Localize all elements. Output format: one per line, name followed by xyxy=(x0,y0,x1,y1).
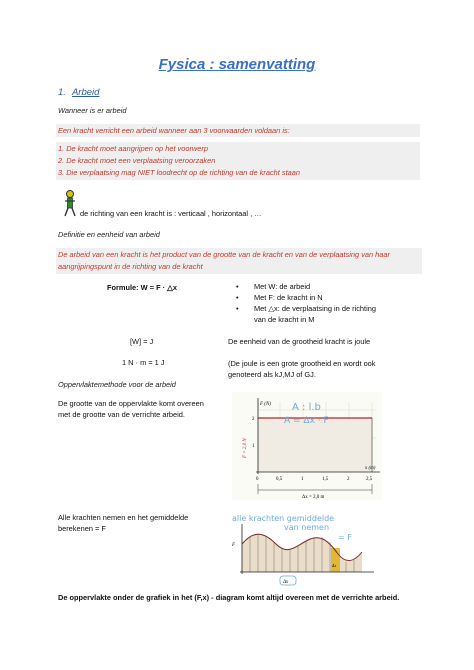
graph1-ytick: 2 xyxy=(252,417,255,422)
graph1-xtick: 0,5 xyxy=(276,477,283,482)
unit-equation: [W] = J xyxy=(130,337,154,346)
graph1-delta-label: Δx = 2,0 m xyxy=(302,495,325,500)
force-distance-graph-constant xyxy=(232,392,382,500)
joule-note xyxy=(228,358,376,380)
formula: Formule: W = F · △x xyxy=(107,283,177,292)
average-line: berekenen = F xyxy=(58,524,106,533)
surface-line: De grootte van de oppervlakte komt overeen xyxy=(58,399,204,408)
section-number: 1. xyxy=(58,87,66,98)
legend-item: • Met △x: de verplaatsing in de richting xyxy=(232,304,442,314)
page-title: Fysica : samenvatting xyxy=(158,56,316,73)
joule-note-line: genoteerd als kJ,MJ of GJ. xyxy=(228,370,316,379)
intro-text: Een kracht verricht een arbeid wanneer aan 3 voorwaarden voldaan is: xyxy=(56,124,420,137)
graph1-ytick: 1 xyxy=(252,444,255,449)
section-label: Arbeid xyxy=(71,87,100,98)
graph2-annotation: = F xyxy=(338,533,352,542)
graph1-xtick: 1,5 xyxy=(322,477,329,482)
legend-continuation: van de kracht in M xyxy=(254,315,315,324)
graph2-annotation: alle krachten gemiddelde xyxy=(232,514,335,523)
definition-line: aangrijpingspunt in de richting van de kracht xyxy=(58,262,203,271)
subheading-wanneer: Wanneer is er arbeid xyxy=(58,106,127,115)
average-line: Alle krachten nemen en het gemiddelde xyxy=(58,513,189,522)
graph2-strip-label: Δx xyxy=(332,563,337,568)
graph1-xlabel: x (m) xyxy=(365,466,376,471)
graph1-xtick: 2,5 xyxy=(366,477,373,482)
subheading-oppervlakte: Oppervlaktemethode voor de arbeid xyxy=(58,380,176,389)
force-distance-graph-variable xyxy=(228,510,378,588)
graph2-delta-label: Δx xyxy=(283,580,289,585)
average-text xyxy=(58,512,188,534)
legend-item: • Met W: de arbeid xyxy=(232,282,442,292)
formula-legend xyxy=(232,282,442,315)
highlighted-strip xyxy=(331,548,340,572)
direction-note: de richting van een kracht is : verticaal , horizontaal , … xyxy=(80,209,262,218)
subheading-definitie: Definitie en eenheid van arbeid xyxy=(58,230,160,239)
condition-item: 2. De kracht moet een verplaatsing veroorzaken xyxy=(58,156,216,165)
definition-line: De arbeid van een kracht is het product van de grootte van de kracht en van de verplaatsing van haar xyxy=(58,250,390,259)
graph1-ylabel: F (N) xyxy=(260,402,271,407)
graph1-xtick: 2 xyxy=(347,477,350,482)
graph1-annotation: A = Δx · F xyxy=(284,416,329,426)
conditions-list xyxy=(56,142,420,180)
definition-block xyxy=(56,248,422,274)
joule-note-line: (De joule is een grote grootheid en wordt ook xyxy=(228,359,376,368)
person-icon xyxy=(62,190,78,218)
legend-item: • Met F: de kracht in N xyxy=(232,293,442,303)
conclusion-text: De oppervlakte onder de grafiek in het (F,x) - diagram komt altijd overeen met de verrichte arbeid. xyxy=(58,593,400,602)
graph1-side-label: F = 2,0 N xyxy=(243,438,248,458)
graph1-xtick: 0 xyxy=(256,477,259,482)
graph1-annotation: A : l.b xyxy=(292,402,321,413)
graph2-annotation: van nemen xyxy=(284,523,330,532)
condition-item: 3. Die verplaatsing mag NIET loodrecht op de richting van de kracht staan xyxy=(58,168,300,177)
graph1-xtick: 1 xyxy=(301,477,304,482)
surface-line: met de grootte van de verrichte arbeid. xyxy=(58,410,185,419)
condition-item: 1. De kracht moet aangrijpen op het voorwerp xyxy=(58,144,208,153)
section-heading xyxy=(58,87,99,98)
unit-text: De eenheid van de grootheid kracht is joule xyxy=(228,337,371,346)
surface-text xyxy=(58,398,204,420)
graph2-ylabel: F xyxy=(232,543,236,548)
joule-equation: 1 N · m = 1 J xyxy=(122,358,165,367)
